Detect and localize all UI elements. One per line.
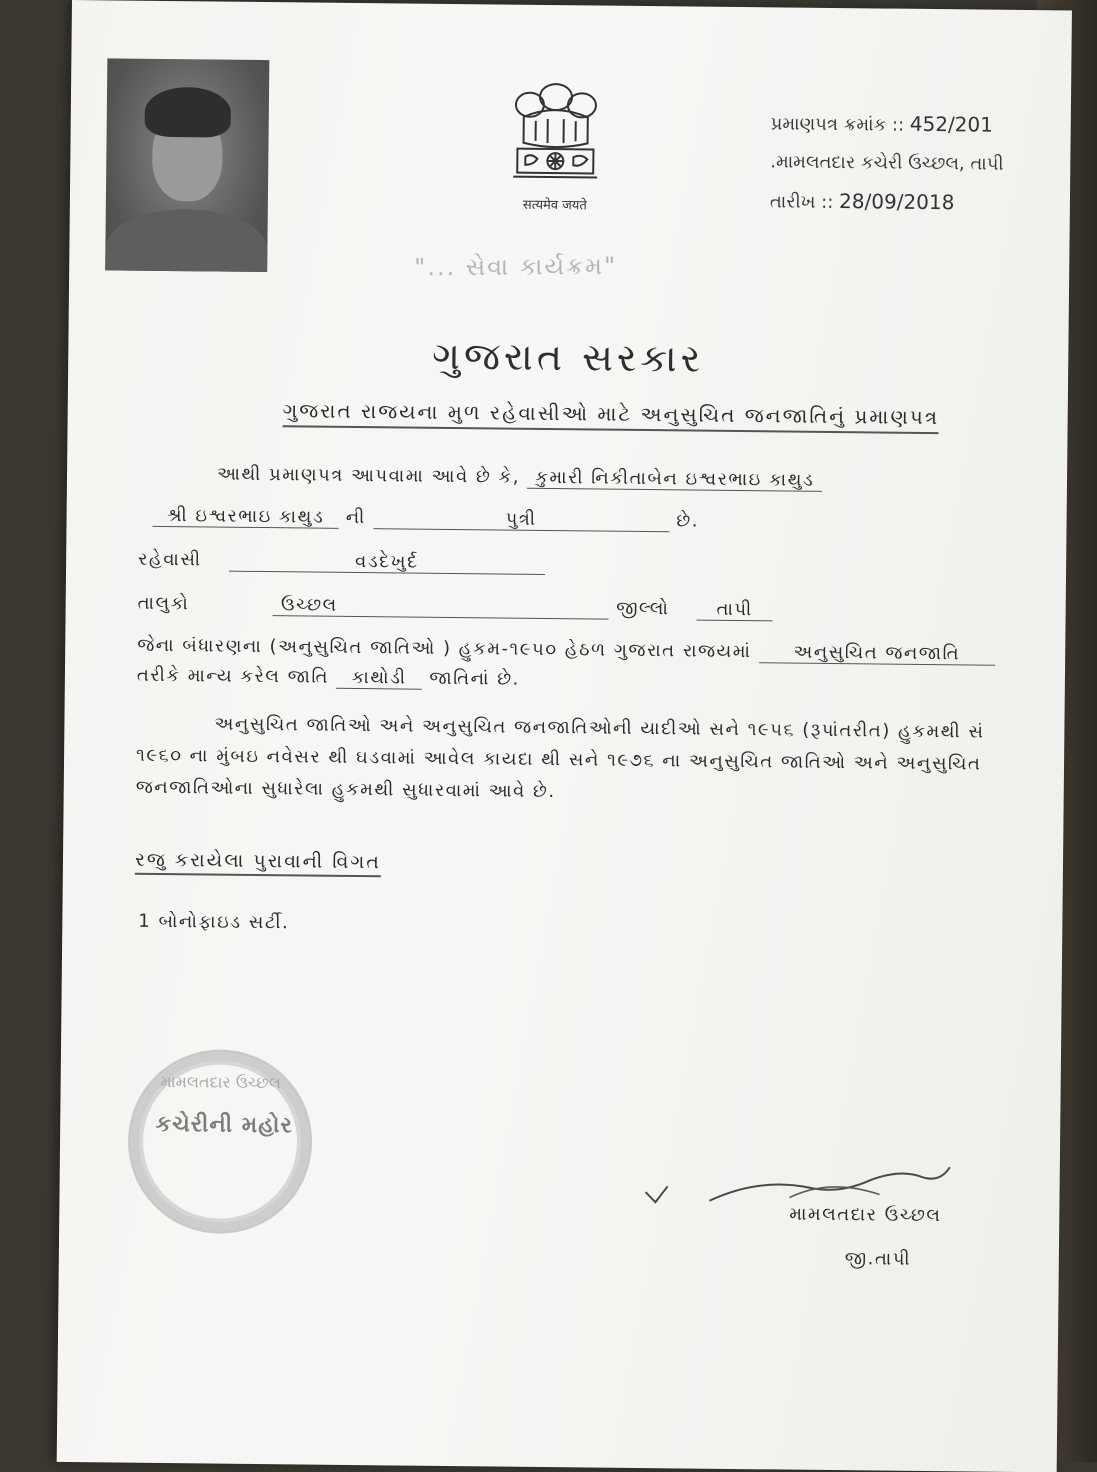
che-text: છે. bbox=[676, 510, 700, 532]
resident-line bbox=[138, 549, 545, 575]
caste-suffix: જાતિનાં છે. bbox=[429, 667, 520, 690]
emblem-motto: सत्यमेव जयते bbox=[522, 197, 587, 214]
certificate-page bbox=[57, 0, 1072, 1472]
proof-item-1: 1 બોનોફાઇડ સર્ટી. bbox=[138, 910, 290, 934]
document-title: ગુજરાત સરકાર bbox=[431, 333, 705, 381]
taluka-district-line bbox=[138, 593, 773, 622]
proof-heading: રજુ કરાયેલા પુરાવાની વિગત bbox=[135, 849, 381, 878]
applicant-name: કુમારી નિકીતાબેન ઇશ્વરભાઇ કાથુડ bbox=[527, 467, 822, 492]
document-subtitle: ગુજરાત રાજયના મુળ રહેવાસીઓ માટે અનુસુચિત જનજાતિનું પ્રમાણપત્ર bbox=[283, 398, 940, 434]
faint-program-stamp: "... સેવા કાર્યક્રમ" bbox=[414, 251, 618, 282]
certificate-number-line bbox=[771, 103, 1005, 145]
photo-shoulders bbox=[105, 208, 268, 272]
date-label: તારીખ :: bbox=[769, 191, 834, 213]
paragraph-line-1: અનુસુચિત જાતિઓ અને અનુસુચિત જનજાતિઓની યાદીઓ સને ૧૯૫૬ (રૂપાંતરીત) હુકમથી સં bbox=[214, 713, 985, 743]
intro-text: આથી પ્રમાણપત્ર આપવામા આવે છે કે, bbox=[216, 463, 521, 488]
taluka-label: તાલુકો bbox=[137, 592, 190, 615]
certificate-number-label: પ્રમાણપત્ર ક્રમાંક :: bbox=[770, 113, 905, 136]
taluka-value: ઉચ્છલ bbox=[273, 594, 609, 620]
applicant-photo bbox=[105, 58, 269, 272]
certificate-header-info bbox=[770, 103, 1005, 223]
category-value: અનુસુચિત જનજાતિ bbox=[759, 641, 995, 665]
resident-label: રહેવાસી bbox=[138, 548, 202, 571]
paragraph-line-2: ૧૯૬૦ ના મુંબઇ નવેસર થી ઘડવામાં આવેલ કાયદા થી સને ૧૯૭૬ ના અનુસુચિત જાતિઓ અને અનુસુચિત bbox=[135, 744, 982, 775]
district-label: જીલ્લો bbox=[616, 597, 670, 620]
recognized-label: તરીકે માન્ય કરેલ જાતિ bbox=[136, 664, 330, 688]
father-line bbox=[152, 505, 699, 533]
order-line bbox=[137, 635, 995, 666]
intro-line bbox=[217, 464, 823, 492]
date-line bbox=[770, 181, 1004, 223]
district-value: તાપી bbox=[697, 599, 773, 622]
ashoka-emblem-icon bbox=[495, 72, 616, 193]
issuing-office: .મામલતદાર કચેરી ઉચ્છલ, તાપી bbox=[770, 151, 1004, 175]
signatory-title: મામલતદાર ઉચ્છલ bbox=[789, 1203, 942, 1227]
father-name: શ્રી ઇશ્વરભાઇ કાથુડ bbox=[152, 505, 338, 529]
certificate-number-value: 452/201 bbox=[909, 111, 994, 137]
seal-center-text: કચેરીની મહોર bbox=[155, 1111, 293, 1139]
paragraph-line-3: જનજાતિઓના સુધારેલા હુકમથી સુધારવામાં આવે છે. bbox=[135, 776, 556, 803]
resident-value: વડદેખુર્દ bbox=[229, 550, 545, 575]
caste-value: કાથોડી bbox=[336, 667, 422, 690]
photo-hair bbox=[145, 87, 232, 138]
order-text: જેના બંધારણના (અનુસુચિત જાતિઓ ) હુકમ-૧૯૫૦ હેઠળ ગુજરાત રાજયમાં bbox=[137, 634, 752, 663]
caste-line bbox=[137, 665, 520, 691]
relation-value: પુત્રી bbox=[373, 507, 669, 532]
signatory-district: જી.તાપી bbox=[844, 1248, 912, 1270]
ni-text: ની bbox=[345, 506, 367, 529]
seal-ring-text: મામલતદાર ઉચ્છલ bbox=[160, 1071, 282, 1093]
date-value: 28/09/2018 bbox=[838, 189, 955, 215]
office-seal bbox=[127, 1049, 313, 1235]
national-emblem bbox=[495, 72, 617, 223]
